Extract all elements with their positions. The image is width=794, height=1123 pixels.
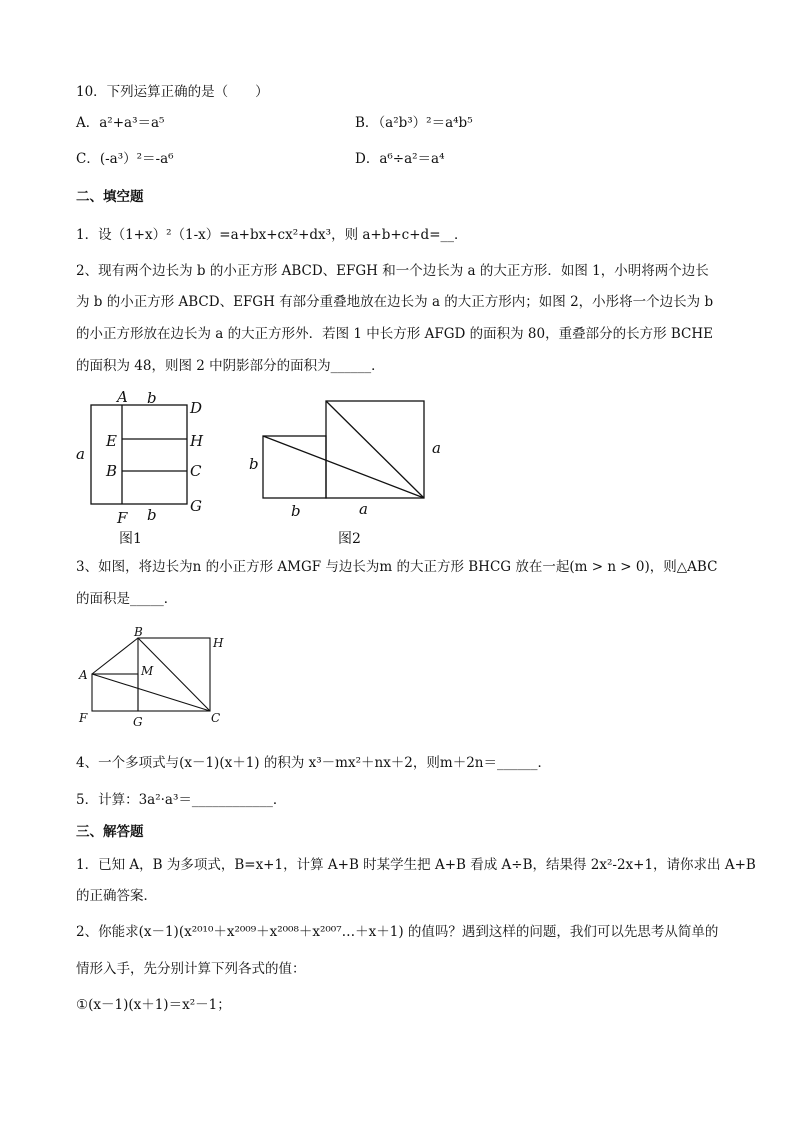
- figure-1-and-2: [0, 380, 794, 550]
- s2-q3-line2: 的面积是_____．: [76, 591, 178, 607]
- q10-option-d: D．a⁶÷a²＝a⁴: [355, 151, 445, 167]
- s2-q2-line3: 的小正方形放在边长为 a 的大正方形外．若图 1 中长方形 AFGD 的面积为 80，重叠部分的长方形 BCHE: [76, 326, 713, 342]
- s3-q2-line1: 2、你能求(x－1)(x²⁰¹⁰＋x²⁰⁰⁹＋x²⁰⁰⁸＋x²⁰⁰⁷…＋x＋1) 的值吗？遇到这样的问题，我们可以先思考从简单的: [76, 924, 719, 940]
- fig1-label-C: C: [190, 462, 202, 480]
- fig1-label-H: H: [190, 432, 204, 450]
- s2-question-4: 4、一个多项式与(x－1)(x＋1) 的积为 x³－mx²＋nx＋2，则m＋2n＝______．: [76, 755, 551, 771]
- q10-stem: 10．下列运算正确的是（ ）: [76, 84, 269, 100]
- fig2-label-b-left: b: [249, 455, 259, 473]
- s3-q1-line1: 1．已知 A，B 为多项式，B=x+1，计算 A+B 时某学生把 A+B 看成 A÷B，结果得 2x²-2x+1，请你求出 A+B: [76, 857, 756, 873]
- section2-title: 二、填空题: [76, 189, 144, 205]
- fig3-label-M: M: [141, 664, 154, 678]
- fig3-label-C: C: [211, 711, 221, 725]
- s2-q2-line2: 为 b 的小正方形 ABCD、EFGH 有部分重叠地放在边长为 a 的大正方形内；如图 2，小彤将一个边长为 b: [76, 294, 714, 310]
- fig1-label-b-bottom: b: [147, 506, 157, 524]
- figure-3: [0, 620, 300, 730]
- fig2-label-a-right: a: [432, 439, 441, 457]
- q10-option-b: B．（a²b³）²＝a⁴b⁵: [355, 115, 473, 131]
- fig2-label-b-bottom: b: [291, 502, 301, 520]
- fig3-label-A: A: [79, 668, 88, 682]
- fig3-label-B: B: [134, 625, 143, 639]
- q10-option-c: C．(-a³）²＝-a⁶: [76, 151, 174, 167]
- s3-q1-line2: 的正确答案．: [76, 888, 157, 904]
- s2-question-1: 1．设（1+x）²（1-x）=a+bx+cx²+dx³，则 a+b+c+d=__．: [76, 227, 468, 243]
- fig1-label-G: G: [190, 497, 202, 515]
- fig3-label-H: H: [213, 636, 224, 650]
- s2-question-5: 5．计算：3a²·a³＝____________．: [76, 792, 287, 808]
- s3-q2-line3: ①(x－1)(x＋1)＝x²－1；: [76, 997, 231, 1013]
- s2-q2-line1: 2、现有两个边长为 b 的小正方形 ABCD、EFGH 和一个边长为 a 的大正方形．如图 1，小明将两个边长: [76, 263, 709, 279]
- q10-option-a: A．a²+a³＝a⁵: [76, 115, 165, 131]
- fig1-label-b-top: b: [147, 389, 157, 407]
- fig3-label-G: G: [133, 715, 143, 729]
- fig2-caption: 图2: [338, 531, 361, 547]
- fig1-label-a: a: [76, 445, 85, 463]
- section3-title: 三、解答题: [76, 824, 144, 840]
- fig1-label-E: E: [106, 432, 117, 450]
- fig2-label-a-bottom: a: [359, 500, 368, 518]
- figure-2: [263, 401, 424, 498]
- figure-1: [91, 405, 187, 504]
- s3-q2-line2: 情形入手，先分别计算下列各式的值：: [76, 961, 306, 977]
- s2-q3-line1: 3、如图，将边长为n 的小正方形 AMGF 与边长为m 的大正方形 BHCG 放在一起(m > n > 0)，则△ABC: [76, 559, 718, 575]
- fig1-label-F: F: [117, 509, 128, 527]
- fig1-label-D: D: [190, 399, 203, 417]
- fig1-label-B: B: [106, 462, 118, 480]
- s2-q2-line4: 的面积为 48，则图 2 中阴影部分的面积为______．: [76, 358, 385, 374]
- fig1-label-A: A: [117, 388, 128, 406]
- fig1-caption: 图1: [119, 531, 142, 547]
- fig3-label-F: F: [79, 711, 88, 725]
